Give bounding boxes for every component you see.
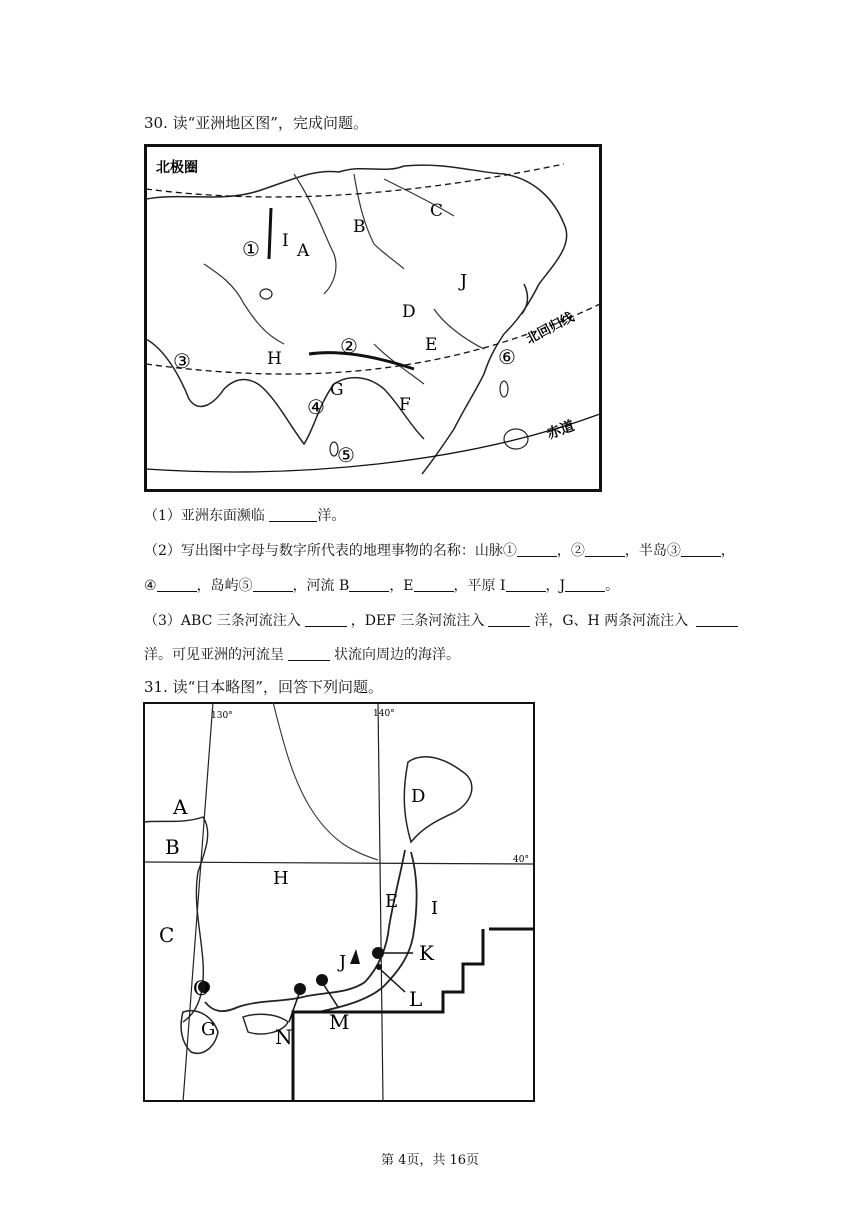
label-L: L (409, 987, 423, 1011)
label-B: B (353, 217, 366, 237)
label-N: N (275, 1025, 293, 1049)
label-K: K (419, 941, 434, 965)
label-D: D (411, 786, 426, 807)
asia-map (144, 144, 602, 492)
page-footer: 第 4页，共 16页 (380, 1153, 480, 1168)
label-4: ④ (307, 395, 325, 419)
q30-sub3-line2: 洋。可见亚洲的河流呈 状流向周边的海洋。 (144, 647, 460, 663)
label-C: C (159, 923, 175, 947)
label-G: G (330, 380, 344, 400)
answer-blank[interactable] (585, 542, 625, 557)
label-E: E (425, 335, 438, 355)
label-2: ② (340, 334, 358, 358)
lon-140-label: 140° (373, 709, 395, 719)
lon-130-label: 130° (211, 711, 233, 721)
label-A: A (173, 795, 188, 819)
answer-blank[interactable] (349, 577, 389, 592)
label-5: ⑤ (337, 443, 355, 467)
answer-blank[interactable] (488, 612, 530, 627)
q30-sub3-line1: （3）ABC 三条河流注入 ，DEF 三条河流注入 洋，G、H 两条河流注入 (144, 610, 738, 630)
label-I: I (431, 898, 439, 919)
q30-sub1: （1）亚洲东面濒临 洋。 (144, 508, 346, 524)
label-H: H (273, 868, 289, 889)
label-J: J (460, 271, 468, 292)
equator-label: 赤道 (544, 418, 577, 443)
label-F: F (399, 395, 411, 415)
q30-sub2-line1: （2）写出图中字母与数字所代表的地理事物的名称：山脉① ，② ，半岛③ ， (144, 543, 735, 559)
answer-blank[interactable] (414, 577, 454, 592)
lat-40-label: 40° (513, 855, 529, 865)
answer-blank[interactable] (288, 646, 330, 661)
q30-sub2-line2: ④ ，岛屿⑤ ，河流 B ，E ，平原 I ，J 。 (144, 578, 620, 594)
label-3: ③ (173, 349, 191, 373)
label-J: J (339, 952, 347, 973)
label-M: M (329, 1010, 350, 1034)
answer-blank[interactable] (305, 612, 347, 627)
label-D: D (402, 302, 416, 322)
answer-blank[interactable] (253, 577, 293, 592)
label-1: ① (242, 237, 260, 261)
label-E: E (385, 891, 399, 912)
label-C: C (430, 201, 444, 221)
label-B: B (165, 835, 180, 859)
answer-blank[interactable] (506, 577, 546, 592)
answer-blank[interactable] (269, 507, 317, 522)
arctic-circle-label: 北极圈 (156, 160, 198, 176)
label-G: G (201, 1019, 216, 1040)
question-31-title: 31. 读“日本略图”，回答下列问题。 (144, 678, 383, 696)
answer-blank[interactable] (696, 612, 738, 627)
label-I: I (282, 231, 289, 251)
answer-blank[interactable] (157, 577, 197, 592)
answer-blank[interactable] (517, 542, 557, 557)
label-O: O (193, 976, 210, 1000)
tropic-label: 北回归线 (523, 309, 577, 348)
label-H: H (267, 349, 282, 369)
label-6: ⑥ (498, 345, 516, 369)
answer-blank[interactable] (681, 542, 721, 557)
question-30-title: 30. 读“亚洲地区图”，完成问题。 (144, 114, 368, 132)
answer-blank[interactable] (565, 577, 605, 592)
japan-map (143, 702, 535, 1102)
label-A: A (297, 241, 310, 261)
